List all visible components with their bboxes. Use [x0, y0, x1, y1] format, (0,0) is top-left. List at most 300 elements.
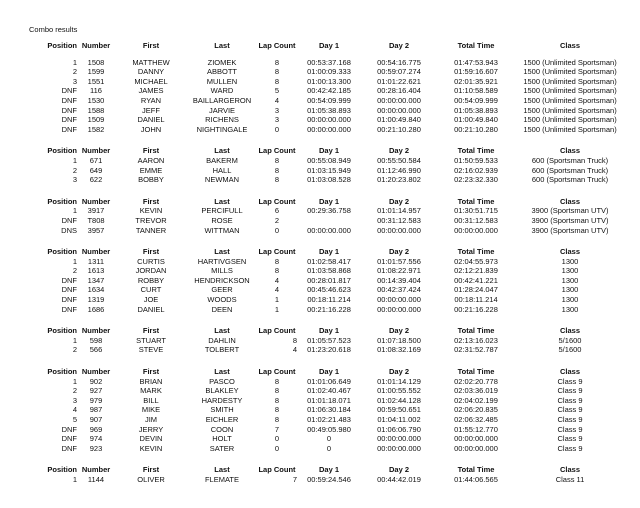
cell-day-1: 01:06:30.184 [307, 405, 351, 415]
cell-first: BRIAN [139, 376, 163, 386]
cell-day-2: 01:06:06.790 [377, 424, 421, 434]
cell-first: DEVIN [139, 434, 163, 444]
column-header-last: Last [214, 196, 230, 206]
cell-total-time: 00:54:09.999 [454, 95, 498, 105]
column-header-total-time: Total Time [457, 465, 495, 475]
cell-position: DNF [61, 115, 77, 125]
group-header-row [29, 197, 640, 207]
cell-day-1: 00:00:00.000 [307, 115, 351, 125]
cell-last: COON [210, 424, 234, 434]
cell-class: 600 (Sportsman Truck) [531, 155, 609, 165]
cell-last: WARD [210, 86, 234, 96]
column-header-first: First [142, 196, 160, 206]
cell-first: STEVE [138, 345, 164, 355]
cell-number: 907 [89, 415, 103, 424]
cell-total-time: 00:21:10.280 [454, 124, 498, 134]
cell-total-time: 02:03:36.019 [454, 386, 498, 396]
cell-total-time: 02:12:21.839 [454, 266, 498, 276]
cell-position: 1 [72, 206, 77, 216]
cell-number: 1582 [87, 124, 105, 134]
cell-day-1: 00:00:00.000 [307, 225, 351, 235]
cell-last: DAHLIN [208, 335, 236, 345]
cell-first: CURTIS [137, 256, 165, 266]
cell-day-1: 01:03:15.949 [307, 165, 351, 175]
cell-first: MIKE [141, 405, 161, 415]
cell-number: 671 [89, 155, 103, 165]
cell-day-1: 0 [326, 443, 332, 453]
cell-lap-count: 7 [274, 424, 280, 434]
table-row [29, 345, 640, 355]
cell-position: 1 [72, 335, 77, 345]
cell-lap-count: 4 [274, 95, 280, 105]
cell-class: 1500 (Unlimited Sportsman) [523, 95, 617, 105]
table-row [29, 305, 640, 315]
table-row [29, 415, 640, 425]
cell-position: 4 [72, 405, 77, 415]
cell-day-1: 00:18:11.214 [307, 295, 351, 305]
cell-class: Class 11 [555, 474, 585, 484]
cell-number: 3917 [87, 206, 105, 216]
column-header-day-1: Day 1 [318, 465, 339, 475]
cell-day-1: 01:05:38.893 [307, 105, 351, 115]
cell-number: 1509 [87, 115, 105, 125]
column-header-class: Class [559, 146, 580, 156]
cell-last: WITTMAN [204, 225, 240, 235]
table-row [29, 425, 640, 435]
cell-position: 2 [72, 165, 77, 175]
results-group [29, 197, 640, 235]
cell-class: 1500 (Unlimited Sportsman) [523, 105, 617, 115]
cell-first: MATTHEW [132, 57, 170, 67]
cell-last: GEER [211, 285, 233, 295]
cell-total-time: 01:55:12.770 [454, 424, 498, 434]
cell-day-2: 00:00:00.000 [377, 95, 421, 105]
table-row [29, 86, 640, 96]
cell-lap-count: 8 [274, 155, 280, 165]
column-header-position: Position [47, 247, 77, 257]
cell-lap-count: 2 [274, 215, 280, 225]
column-header-number: Number [81, 41, 111, 50]
cell-number: 116 [90, 86, 102, 96]
cell-day-2: 00:54:16.775 [377, 57, 421, 67]
page-title: Combo results [29, 25, 78, 34]
cell-lap-count: 0 [274, 124, 280, 134]
cell-first: OLIVER [137, 474, 165, 484]
cell-day-2: 01:00:55.552 [377, 386, 421, 396]
table-row [29, 166, 640, 176]
cell-number: T808 [87, 215, 105, 225]
cell-total-time: 00:31:12.583 [454, 215, 498, 225]
cell-day-2: 00:21:10.280 [377, 124, 421, 134]
cell-class: 1500 (Unlimited Sportsman) [523, 124, 617, 134]
column-header-last: Last [214, 247, 230, 257]
cell-lap-count: 8 [274, 67, 280, 77]
column-header-day-1: Day 1 [318, 196, 339, 206]
cell-position: DNF [61, 304, 77, 314]
column-header-lap-count: Lap Count [258, 247, 296, 257]
cell-total-time: 01:00:49.840 [454, 115, 498, 125]
cell-first: JORDAN [135, 266, 167, 276]
cell-day-1: 01:01:06.649 [307, 376, 351, 386]
cell-day-2: 01:01:14.129 [377, 376, 421, 386]
cell-number: 1311 [87, 256, 105, 266]
column-header-day-1: Day 1 [318, 146, 339, 156]
column-header-day-2: Day 2 [388, 41, 409, 50]
column-header-class: Class [559, 326, 580, 336]
cell-day-1: 01:02:40.467 [307, 386, 351, 396]
results-group [29, 41, 640, 134]
column-header-position: Position [47, 326, 77, 336]
cell-day-1: 01:00:13.300 [307, 76, 351, 86]
cell-class: 1500 (Unlimited Sportsman) [523, 115, 617, 125]
cell-last: ZIOMEK [207, 57, 237, 67]
table-row [29, 58, 640, 68]
cell-total-time: 00:00:00.000 [454, 443, 498, 453]
group-header-row [29, 247, 640, 257]
cell-day-2: 00:31:12.583 [377, 215, 421, 225]
column-header-lap-count: Lap Count [258, 146, 296, 156]
column-header-position: Position [47, 367, 77, 377]
cell-class: 1500 (Unlimited Sportsman) [523, 86, 617, 96]
table-row [29, 336, 640, 346]
cell-lap-count: 8 [274, 256, 280, 266]
cell-position: 1 [72, 474, 77, 484]
cell-position: 2 [72, 67, 77, 77]
cell-position: DNS [61, 225, 77, 235]
cell-day-1: 00:28:01.817 [307, 275, 351, 285]
table-row [29, 125, 640, 135]
cell-day-2: 01:08:22.971 [377, 266, 421, 276]
cell-day-1: 01:03:08.528 [307, 175, 351, 185]
cell-total-time: 02:06:20.835 [454, 405, 498, 415]
cell-first: CURT [140, 285, 162, 295]
results-group [29, 247, 640, 314]
cell-number: 1347 [87, 275, 105, 285]
cell-total-time: 00:18:11.214 [454, 295, 498, 305]
column-header-total-time: Total Time [457, 196, 495, 206]
column-header-last: Last [214, 146, 230, 156]
cell-lap-count: 8 [274, 57, 280, 67]
cell-lap-count: 7 [292, 474, 297, 484]
cell-total-time: 02:04:02.199 [454, 395, 498, 405]
cell-class: 1300 [561, 275, 579, 285]
cell-last: HOLT [212, 434, 232, 444]
cell-position: 1 [72, 155, 77, 165]
cell-day-1: 01:23:20.618 [307, 345, 351, 355]
cell-first: TANNER [135, 225, 167, 235]
cell-class: Class 9 [557, 386, 583, 396]
column-header-position: Position [47, 41, 77, 50]
column-header-lap-count: Lap Count [258, 326, 296, 336]
cell-number: 622 [89, 175, 103, 185]
cell-first: KEVIN [139, 206, 163, 216]
cell-day-1: 00:00:00.000 [307, 124, 351, 134]
cell-total-time: 02:13:16.023 [454, 335, 498, 345]
cell-total-time: 00:00:00.000 [454, 434, 498, 444]
cell-day-2: 00:00:00.000 [377, 443, 421, 453]
cell-position: 2 [72, 386, 77, 396]
cell-number: 987 [89, 405, 103, 415]
column-header-class: Class [559, 196, 580, 206]
cell-lap-count: 3 [274, 115, 280, 125]
cell-position: DNF [61, 424, 77, 434]
cell-class: 3900 (Sportsman UTV) [531, 206, 609, 216]
column-header-first: First [142, 247, 160, 257]
column-header-number: Number [81, 326, 111, 336]
cell-class: Class 9 [557, 424, 583, 434]
cell-last: HARDESTY [201, 395, 243, 405]
cell-lap-count: 4 [274, 285, 280, 295]
cell-day-2: 01:20:23.802 [377, 175, 421, 185]
cell-day-1: 00:55:08.949 [307, 155, 351, 165]
cell-position: DNF [61, 105, 77, 115]
cell-number: 974 [89, 434, 103, 444]
cell-first: JERRY [138, 424, 164, 434]
column-header-number: Number [81, 247, 111, 257]
cell-class: 5/1600 [558, 335, 582, 345]
cell-day-1 [297, 216, 361, 226]
cell-number: 979 [89, 395, 103, 405]
cell-total-time: 02:23:32.330 [454, 175, 498, 185]
cell-lap-count: 1 [274, 295, 280, 305]
cell-day-2: 01:01:14.957 [377, 206, 421, 216]
column-header-day-1: Day 1 [318, 247, 339, 257]
cell-position: 1 [72, 376, 77, 386]
cell-position: 3 [72, 175, 77, 185]
column-header-last: Last [214, 41, 230, 50]
cell-day-1: 00:54:09.999 [307, 95, 351, 105]
table-row [29, 77, 640, 87]
group-header-row [29, 367, 640, 377]
cell-day-1: 01:05:57.523 [307, 335, 351, 345]
cell-number: 927 [89, 386, 103, 396]
cell-day-2: 00:00:00.000 [377, 304, 421, 314]
cell-last: RICHENS [205, 115, 239, 125]
cell-lap-count: 8 [274, 395, 280, 405]
cell-position: DNF [61, 443, 77, 453]
cell-class: Class 9 [557, 415, 583, 424]
table-row [29, 156, 640, 166]
cell-lap-count: 8 [274, 76, 280, 86]
cell-number: 1551 [87, 76, 105, 86]
column-header-last: Last [214, 326, 230, 336]
cell-class: 1300 [561, 285, 579, 295]
table-row [29, 216, 640, 226]
cell-class: 1500 (Unlimited Sportsman) [523, 76, 617, 86]
cell-number: 969 [89, 424, 103, 434]
cell-last: NIGHTINGALE [196, 124, 248, 134]
column-header-day-2: Day 2 [388, 196, 409, 206]
cell-position: 2 [72, 345, 77, 355]
cell-first: MICHAEL [134, 76, 168, 86]
column-header-number: Number [81, 465, 111, 475]
cell-class: 3900 (Sportsman UTV) [531, 225, 609, 235]
cell-last: PASCO [209, 376, 235, 386]
column-header-lap-count: Lap Count [258, 41, 296, 50]
cell-day-2: 01:01:57.556 [377, 256, 421, 266]
cell-first: RYAN [140, 95, 162, 105]
cell-day-2: 01:02:44.128 [377, 395, 421, 405]
column-header-lap-count: Lap Count [258, 196, 296, 206]
cell-lap-count: 0 [274, 443, 280, 453]
table-row [29, 175, 640, 185]
cell-position: 2 [72, 266, 77, 276]
cell-last: WOODS [207, 295, 237, 305]
cell-last: EICHLER [205, 415, 239, 424]
table-row [29, 444, 640, 454]
table-row [29, 405, 640, 415]
results-group [29, 367, 640, 453]
column-header-lap-count: Lap Count [258, 465, 296, 475]
table-row [29, 106, 640, 116]
column-header-last: Last [214, 367, 230, 377]
column-header-total-time: Total Time [457, 247, 495, 257]
cell-total-time: 01:05:38.893 [454, 105, 498, 115]
cell-total-time: 01:59:16.607 [454, 67, 498, 77]
cell-last: HARTIVGSEN [197, 256, 247, 266]
group-header-row [29, 326, 640, 336]
table-row [29, 206, 640, 216]
column-header-class: Class [559, 247, 580, 257]
cell-last: DEEN [211, 304, 233, 314]
column-header-day-2: Day 2 [388, 465, 409, 475]
cell-position: 3 [72, 395, 77, 405]
cell-day-1: 00:29:36.758 [307, 206, 351, 216]
cell-position: DNF [61, 95, 77, 105]
cell-first: JAMES [138, 86, 164, 96]
cell-lap-count: 6 [274, 206, 280, 216]
cell-day-2: 00:28:16.404 [377, 86, 421, 96]
cell-day-1: 01:02:21.483 [307, 415, 351, 424]
cell-total-time: 02:01:35.921 [454, 76, 498, 86]
cell-class: 1300 [561, 295, 579, 305]
cell-lap-count: 0 [274, 225, 280, 235]
cell-class: 1300 [561, 256, 579, 266]
cell-number: 1508 [87, 57, 105, 67]
cell-total-time: 02:16:02.939 [454, 165, 498, 175]
results-group [29, 326, 640, 355]
cell-number: 649 [89, 165, 103, 175]
column-header-day-1: Day 1 [318, 367, 339, 377]
cell-lap-count: 8 [274, 415, 280, 424]
cell-number: 1144 [87, 474, 105, 484]
cell-day-1: 00:21:16.228 [307, 304, 351, 314]
group-header-row [29, 146, 640, 156]
cell-last: MILLS [211, 266, 233, 276]
cell-position: DNF [61, 86, 77, 96]
column-header-position: Position [47, 465, 77, 475]
table-row [29, 96, 640, 106]
table-row [29, 257, 640, 267]
cell-last: NEWMAN [204, 175, 240, 185]
column-header-number: Number [81, 367, 111, 377]
cell-class: 1300 [561, 304, 579, 314]
cell-class: Class 9 [557, 434, 583, 444]
cell-day-1: 00:42:42.185 [307, 86, 351, 96]
cell-number: 566 [89, 345, 103, 355]
cell-number: 1319 [87, 295, 105, 305]
cell-total-time: 01:47:53.943 [454, 57, 498, 67]
column-header-class: Class [559, 367, 580, 377]
cell-first: DANIEL [137, 115, 165, 125]
cell-first: MARK [140, 386, 162, 396]
results-group [29, 465, 640, 484]
cell-lap-count: 8 [292, 335, 297, 345]
cell-day-2: 00:55:50.584 [377, 155, 421, 165]
cell-number: 598 [89, 335, 103, 345]
cell-day-1: 00:49:05.980 [307, 424, 351, 434]
group-header-row [29, 465, 640, 475]
cell-lap-count: 4 [292, 345, 297, 355]
cell-last: SMITH [210, 405, 234, 415]
cell-day-2: 01:00:49.840 [377, 115, 421, 125]
cell-total-time: 00:42:41.221 [454, 275, 498, 285]
column-header-lap-count: Lap Count [258, 367, 296, 377]
cell-number: 1686 [87, 304, 105, 314]
table-row [29, 377, 640, 387]
cell-last: BAILLARGERON [192, 95, 252, 105]
cell-first: JOE [143, 295, 159, 305]
cell-number: 1634 [87, 285, 105, 295]
column-header-first: First [142, 41, 160, 50]
cell-lap-count: 8 [274, 266, 280, 276]
column-header-day-2: Day 2 [388, 247, 409, 257]
cell-class: 1500 (Unlimited Sportsman) [523, 67, 617, 77]
cell-total-time: 01:10:58.589 [454, 86, 498, 96]
cell-position: 1 [72, 256, 77, 266]
cell-day-1: 01:02:58.417 [307, 256, 351, 266]
cell-day-2: 00:59:50.651 [377, 405, 421, 415]
cell-first: JIM [144, 415, 158, 424]
cell-first: DANNY [137, 67, 165, 77]
cell-total-time: 02:04:55.973 [454, 256, 498, 266]
cell-day-2: 00:00:00.000 [377, 295, 421, 305]
cell-class: 1500 (Unlimited Sportsman) [523, 57, 617, 67]
cell-lap-count: 4 [274, 275, 280, 285]
column-header-total-time: Total Time [457, 41, 495, 50]
cell-class: 5/1600 [558, 345, 582, 355]
cell-first: JOHN [140, 124, 162, 134]
cell-first: STUART [136, 335, 166, 345]
cell-first: BILL [143, 395, 159, 405]
table-row [29, 475, 640, 485]
results-groups [29, 41, 640, 485]
cell-class: 3900 (Sportsman UTV) [531, 215, 609, 225]
cell-day-2: 01:12:46.990 [377, 165, 421, 175]
cell-position: DNF [61, 275, 77, 285]
cell-number: 923 [89, 443, 103, 453]
table-row [29, 386, 640, 396]
cell-day-1: 01:00:09.333 [307, 67, 351, 77]
column-header-first: First [142, 146, 160, 156]
cell-day-1: 01:03:58.868 [307, 266, 351, 276]
cell-total-time: 02:06:32.485 [454, 415, 498, 424]
cell-first: DANIEL [137, 304, 165, 314]
results-group [29, 146, 640, 184]
cell-day-2: 01:01:22.621 [377, 76, 421, 86]
table-row [29, 434, 640, 444]
cell-first: KEVIN [139, 443, 163, 453]
cell-number: 1599 [87, 67, 105, 77]
cell-day-2: 00:44:42.019 [377, 474, 421, 484]
column-header-number: Number [81, 146, 111, 156]
table-row [29, 396, 640, 406]
cell-class: 600 (Sportsman Truck) [531, 175, 609, 185]
column-header-position: Position [47, 196, 77, 206]
table-row [29, 285, 640, 295]
column-header-day-2: Day 2 [388, 367, 409, 377]
column-header-first: First [142, 326, 160, 336]
